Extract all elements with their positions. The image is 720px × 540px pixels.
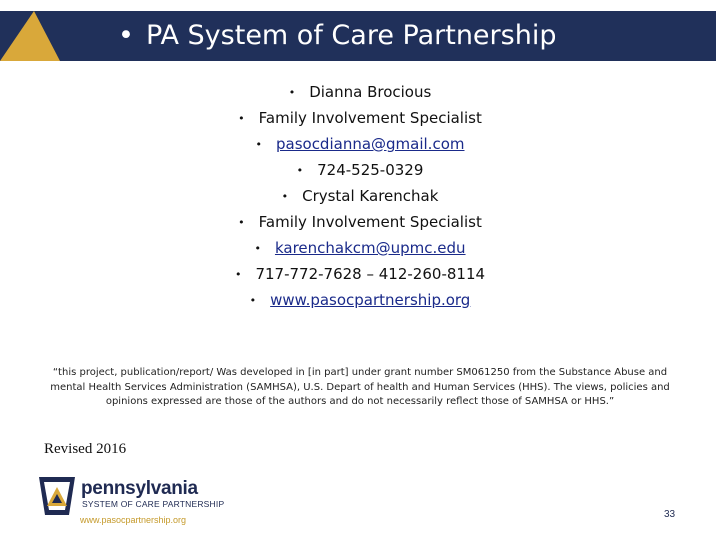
contact-line-phones-crystal	[0, 261, 720, 287]
page-number: 33	[664, 509, 676, 520]
contact-line-name-dianna	[0, 79, 720, 105]
gold-triangle-decoration	[0, 11, 60, 61]
list-bullet: •	[234, 268, 242, 281]
list-bullet: •	[254, 242, 261, 255]
logo-url: www.pasocpartnership.org	[80, 515, 187, 525]
list-bullet: •	[296, 164, 304, 177]
contact-text: Dianna Brocious	[309, 83, 432, 101]
list-bullet: •	[255, 138, 262, 151]
contact-text: 724-525-0329	[317, 161, 424, 179]
slide-title-text: PA System of Care Partnership	[145, 20, 557, 51]
list-bullet: •	[249, 294, 257, 307]
logo-subtitle: SYSTEM OF CARE PARTNERSHIP	[82, 499, 225, 509]
contact-text: 717-772-7628 – 412-260-8114	[255, 265, 486, 283]
email-link-crystal[interactable]: karenchakcm@upmc.edu	[274, 239, 466, 257]
title-bullet: •	[118, 20, 134, 51]
email-link-dianna[interactable]: pasocdianna@gmail.com	[275, 135, 465, 153]
revised-date: Revised 2016	[44, 441, 127, 457]
contact-line-email-dianna	[0, 131, 720, 157]
contact-text: Family Involvement Specialist	[258, 109, 482, 127]
contact-line-email-crystal	[0, 235, 720, 261]
contact-text: Crystal Karenchak	[302, 187, 439, 205]
keystone-logo-icon	[36, 475, 78, 517]
contact-list	[0, 79, 720, 313]
logo-wordmark: pennsylvania	[81, 478, 198, 499]
contact-line-role-dianna	[0, 105, 720, 131]
list-bullet: •	[238, 112, 245, 125]
contact-line-website	[0, 287, 720, 313]
website-link[interactable]: www.pasocpartnership.org	[270, 291, 471, 309]
list-bullet: •	[288, 86, 296, 99]
contact-line-phone-dianna	[0, 157, 720, 183]
contact-text: Family Involvement Specialist	[258, 213, 482, 231]
list-bullet: •	[281, 190, 289, 203]
grant-disclaimer: “this project, publication/report/ Was developed in [in part] under grant number SM061250 from the Substance Abuse and mental Health Services Administration (SAMHSA), U.S. Depart of health and Human Services (HHS). The views, policies and opinions expressed are those of the authors and do not necessarily reflect those of SAMHSA or HHS.”	[50, 367, 670, 407]
list-bullet: •	[238, 216, 245, 229]
contact-line-name-crystal	[0, 183, 720, 209]
slide-title	[118, 20, 556, 51]
contact-line-role-crystal	[0, 209, 720, 235]
